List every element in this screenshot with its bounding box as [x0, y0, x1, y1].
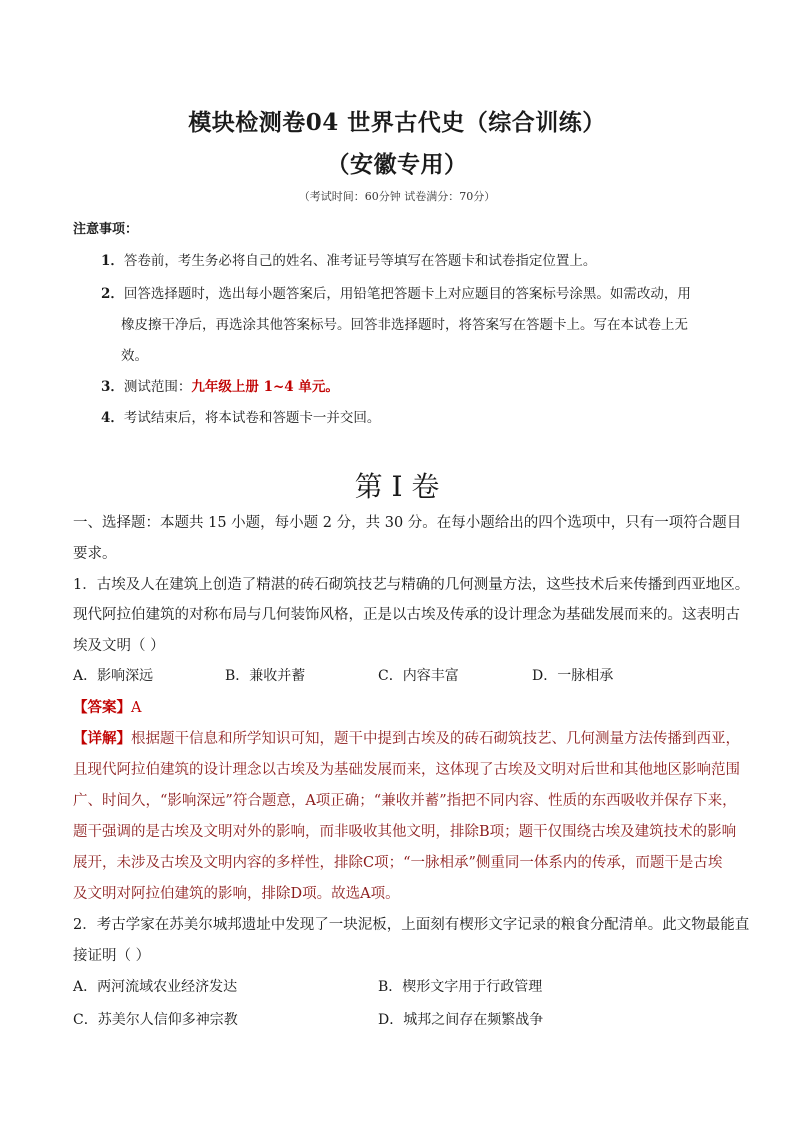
q2-option-b: B．楔形文字用于行政管理 [378, 979, 543, 995]
q2-stem-line-2: 接证明（ ） [73, 948, 151, 964]
q2-option-d: D．城邦之间存在频繁战争 [378, 1012, 544, 1028]
notice-number: 1． [101, 253, 124, 269]
notice-item-3 [101, 375, 339, 395]
section-intro-line-1: 一、选择题：本题共 15 小题，每小题 2 分，共 30 分。在每小题给出的四个选项中，只有一项符合题目 [73, 515, 742, 531]
section-intro-line-2: 要求。 [73, 546, 117, 562]
q1-explanation-line-6: 及文明对阿拉伯建筑的影响，排除D项。故选A项。 [73, 886, 400, 902]
notice-text: 回答选择题时，选出每小题答案后，用铅笔把答题卡上对应题目的答案标号涂黑。如需改动，用 [123, 286, 691, 302]
q1-explanation-line-4: 题干强调的是古埃及文明对外的影响，而非吸收其他文明，排除B项；题干仅围绕古埃及建筑技术的影响 [73, 824, 737, 840]
notice-item-2-line-2: 橡皮擦干净后，再选涂其他答案标号。回答非选择题时，将答案写在答题卡上。写在本试卷上无 [121, 317, 688, 333]
q1-explanation-line-3: 广、时间久，“影响深远”符合题意，A项正确；“兼收并蓄”指把不同内容、性质的东西吸收并保存下来， [73, 793, 737, 809]
notice-item-2 [101, 282, 691, 302]
notice-number: 3． [101, 379, 124, 395]
title-line-1: 模块检测卷04 世界古代史（综合训练） [188, 109, 606, 136]
notice-text: 测试范围： [123, 379, 192, 395]
q1-answer [73, 696, 141, 717]
notice-item-1 [101, 249, 596, 269]
q1-option-d: D．一脉相承 [532, 668, 614, 684]
q1-explanation-line-1 [73, 727, 740, 748]
title-line-2: （安徽专用） [326, 151, 468, 178]
q2-stem-line-1: 2．考古学家在苏美尔城邦遗址中发现了一块泥板，上面刻有楔形文字记录的粮食分配清单。此文物最能直 [73, 917, 750, 933]
answer-label: 【答案】 [73, 699, 131, 716]
test-scope-highlight: 九年级上册 1~4 单元。 [191, 379, 339, 395]
q1-option-b: B．兼收并蓄 [225, 668, 306, 684]
notice-heading: 注意事项： [73, 222, 139, 237]
q1-stem-line-2: 现代阿拉伯建筑的对称布局与几何装饰风格，正是以古埃及传承的设计理念为基础发展而来的。这表明古 [73, 607, 740, 623]
q1-stem-line-1: 1．古埃及人在建筑上创造了精湛的砖石砌筑技艺与精确的几何测量方法，这些技术后来传播到西亚地区。 [73, 577, 750, 593]
explain-text: 根据题干信息和所学知识可知，题干中提到古埃及的砖石砌筑技艺、几何测量方法传播到西亚， [131, 731, 740, 747]
explain-label: 【详解】 [73, 730, 131, 747]
q1-stem-line-3: 埃及文明（ ） [73, 638, 165, 654]
q1-explanation-line-5: 展开，未涉及古埃及文明内容的多样性，排除C项；“一脉相承”侧重同一体系内的传承，而题干是古埃 [73, 855, 723, 871]
q2-option-a: A．两河流域农业经济发达 [73, 979, 238, 995]
section-title: 第 I 卷 [354, 470, 440, 503]
notice-item-4 [101, 406, 380, 426]
notice-text: 考试结束后，将本试卷和答题卡一并交回。 [123, 410, 381, 426]
notice-item-2-line-3: 效。 [121, 348, 148, 364]
q1-explanation-line-2: 且现代阿拉伯建筑的设计理念以古埃及为基础发展而来，这体现了古埃及文明对后世和其他地区影响范围 [73, 762, 740, 778]
notice-number: 4． [101, 410, 124, 426]
notice-text: 答卷前，考生务必将自己的姓名、准考证号等填写在答题卡和试卷指定位置上。 [123, 253, 597, 269]
answer-value: A [131, 700, 142, 716]
q1-option-a: A．影响深远 [73, 668, 154, 684]
notice-number: 2． [101, 286, 124, 302]
q2-option-c: C．苏美尔人信仰多神宗教 [73, 1012, 238, 1028]
exam-info: （考试时间：60分钟 试卷满分：70分） [298, 190, 496, 203]
q1-option-c: C．内容丰富 [378, 668, 459, 684]
